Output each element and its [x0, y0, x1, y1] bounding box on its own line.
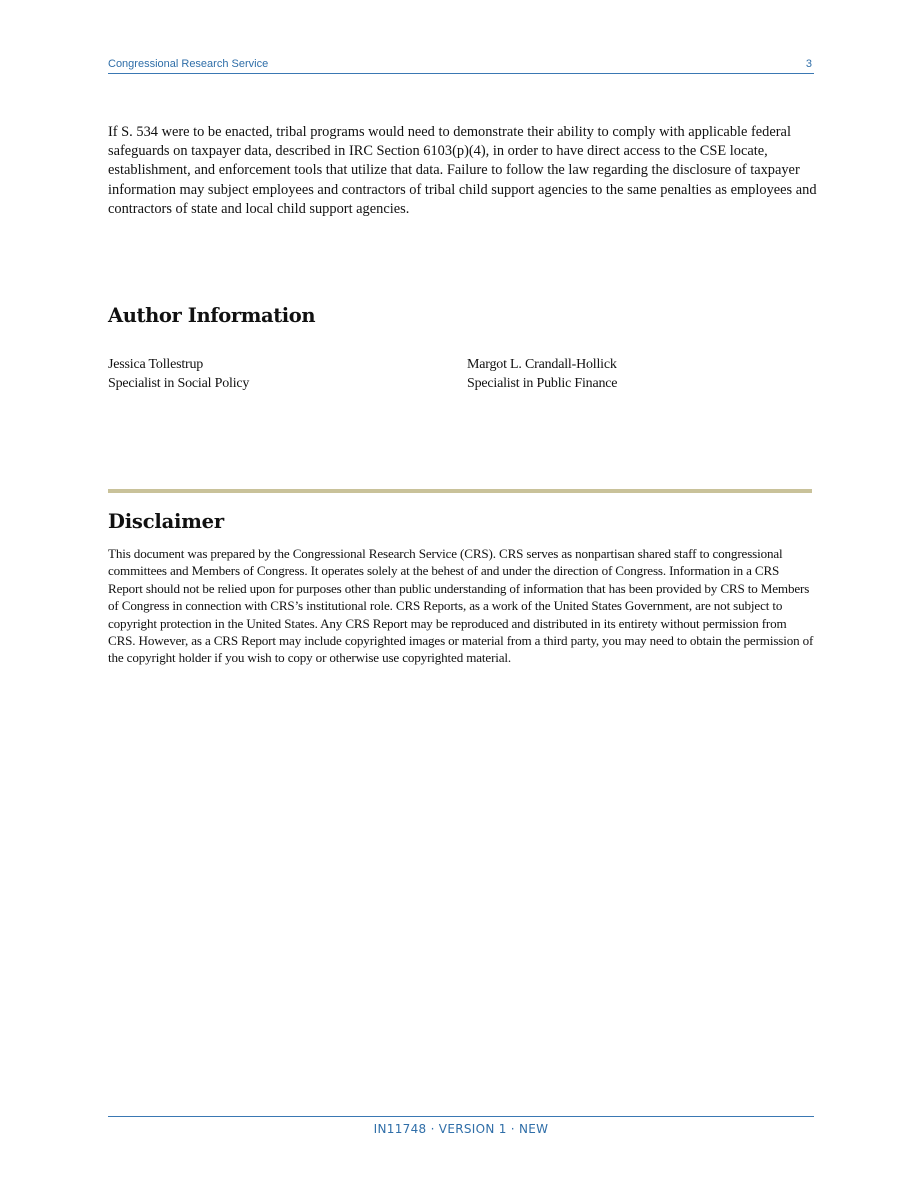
author-title: Specialist in Public Finance [467, 375, 618, 391]
header-organization: Congressional Research Service [108, 58, 269, 70]
author-entry [467, 356, 617, 393]
author-name: Margot L. Crandall-Hollick [467, 357, 617, 372]
disclaimer-text: This document was prepared by the Congressional Research Service (CRS). CRS serves as nonpartisan shared staff to congressional committees and Members of Congress. It operates solely at the behest of and under the direction of Congress. Information in a CRS Report should not be relied upon for purposes other than public understanding of information that has been provided by CRS to Members of Congress in connection with CRS’s institutional role. CRS Reports, as a work of the United States Government, are not subject to copyright protection in the United States. Any CRS Report may be reproduced and distributed in its entirety without permission from CRS. However, as a CRS Report may include copyrighted images or material from a third party, you may need to obtain the permission of the copyright holder if you wish to copy or otherwise use copyrighted material. [108, 546, 814, 666]
author-information-heading: Author Information [108, 304, 316, 327]
header-page-number: 3 [805, 58, 812, 70]
section-divider [108, 489, 812, 493]
disclaimer-heading: Disclaimer [108, 510, 224, 533]
author-entry [108, 356, 249, 393]
running-header [108, 57, 814, 74]
footer-document-id: IN11748 · VERSION 1 · NEW [373, 1122, 549, 1136]
author-name: Jessica Tollestrup [108, 357, 204, 372]
author-title: Specialist in Social Policy [108, 375, 250, 391]
running-footer [108, 1116, 814, 1147]
body-paragraph: If S. 534 were to be enacted, tribal programs would need to demonstrate their ability to comply with applicable federal safeguards on taxpayer data, described in IRC Section 6103(p)(4), in order to have direct access to the CSE locate, establishment, and enforcement tools that utilize that data. Failure to follow the law regarding the disclosure of taxpayer information may subject employees and contractors of tribal child support agencies to the same penalties as employees and contractors of state and local child support agencies. [108, 124, 817, 217]
